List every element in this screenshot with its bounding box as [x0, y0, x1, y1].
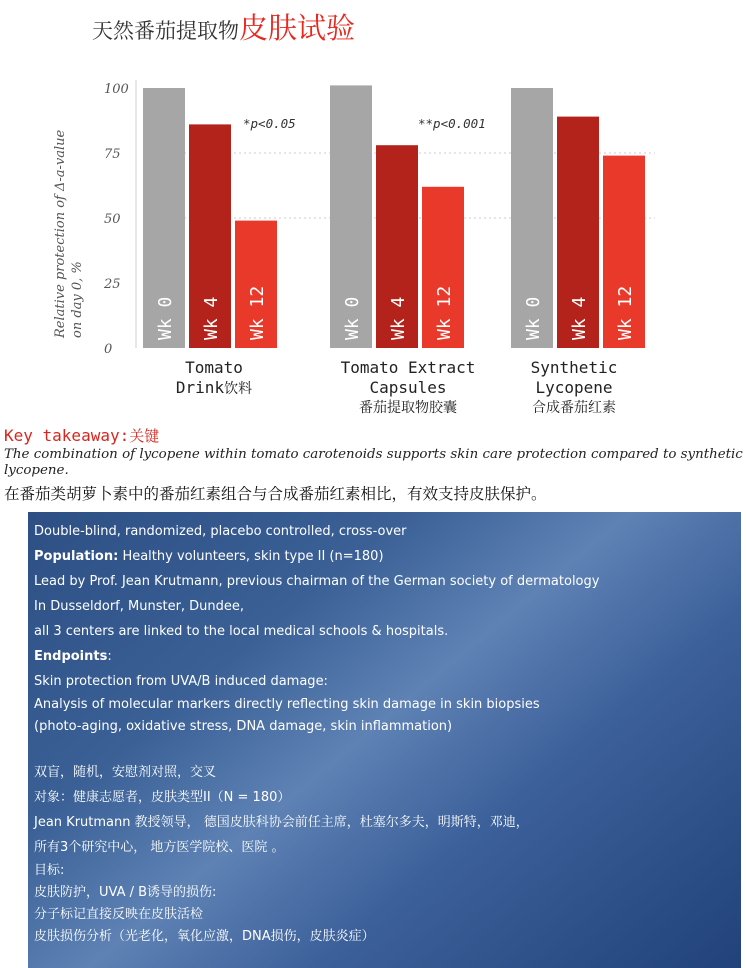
study-centers: all 3 centers are linked to the local medical schools & hospitals.: [34, 624, 449, 639]
bar-label: Wk 12: [615, 285, 636, 340]
study-locations: In Dusseldorf, Munster, Dundee,: [34, 599, 245, 614]
study-protection: Skin protection from UVA/B induced damage:: [34, 674, 328, 689]
category-3-zh: 合成番茄红素: [532, 400, 616, 416]
y-tick-label: 25: [104, 277, 121, 292]
bar-label: Wk 12: [434, 285, 455, 340]
title-part-1: 天然番茄提取物: [92, 19, 239, 43]
spacer: [34, 738, 741, 760]
bar-label: Wk 0: [523, 296, 544, 340]
bar-label: Wk 0: [342, 296, 363, 340]
study-markers-zh: 分子标记直接反映在皮肤活检: [34, 907, 204, 922]
significance-annotation: *p<0.05: [243, 116, 296, 131]
study-design: Double-blind, randomized, placebo controlled, cross-over: [34, 524, 407, 539]
category-2-zh: 番茄提取物胶囊: [359, 400, 457, 416]
y-axis-label-line-2: on day 0, %: [70, 261, 85, 338]
y-tick-label: 0: [104, 342, 113, 357]
study-endpoints: Endpoints:: [34, 649, 112, 664]
category-2-line-1: Tomato Extract: [340, 358, 476, 377]
bar-label: Wk 4: [201, 296, 222, 340]
population-text: Healthy volunteers, skin type II (n=180): [118, 549, 384, 564]
study-protection-zh: 皮肤防护，UVA / B诱导的损伤:: [34, 885, 217, 900]
study-population-zh: 对象：健康志愿者，皮肤类型II（N = 180）: [34, 790, 291, 805]
y-tick-label: 100: [104, 82, 129, 97]
study-lead: Lead by Prof. Jean Krutmann, previous chairman of the German society of dermatology: [34, 574, 600, 589]
title-part-2: 皮肤试验: [239, 11, 356, 45]
category-1-line-2: Drink: [175, 378, 225, 397]
bar-label: Wk 4: [569, 296, 590, 340]
bar-label: Wk 0: [155, 296, 176, 340]
category-label-tomato-drink: [104, 358, 324, 399]
category-label-synthetic-lycopene: [464, 358, 684, 418]
study-lead-zh: Jean Krutmann 教授领导， 德国皮肤科协会前任主席，杜塞尔多夫，明斯特，邓迪，: [34, 815, 529, 830]
study-endpoints-zh: 目标:: [34, 863, 65, 878]
y-tick-label: 75: [104, 147, 121, 162]
takeaway-heading-zh: 关键: [129, 427, 160, 445]
category-2-line-2: Capsules: [369, 378, 447, 397]
category-1-line-1: Tomato: [185, 358, 243, 377]
study-markers: (photo-aging, oxidative stress, DNA damage, skin inflammation): [34, 719, 453, 734]
takeaway-text-zh: 在番茄类胡萝卜素中的番茄红素组合与合成番茄红素相比，有效支持皮肤保护。: [4, 485, 547, 503]
bar-label: Wk 12: [247, 285, 268, 340]
page-title: [92, 6, 355, 47]
study-centers-zh: 所有3个研究中心， 地方医学院校、医院 。: [34, 840, 285, 855]
takeaway-text-en: The combination of lycopene within tomato carotenoids supports skin care protection compared to synthetic lycopene.: [4, 447, 743, 478]
y-tick-label: 50: [104, 212, 121, 227]
takeaway-heading: Key takeaway:: [4, 426, 130, 445]
bar-label: Wk 4: [388, 296, 409, 340]
key-takeaway: [4, 425, 744, 504]
category-3-line-1: Synthetic: [530, 358, 618, 377]
endpoints-label: Endpoints: [34, 649, 108, 664]
study-population: [34, 544, 741, 569]
study-design-zh: 双盲，随机，安慰剂对照，交叉: [34, 765, 217, 780]
y-axis-label-line-1: Relative protection of Δ-a-value: [53, 129, 68, 338]
population-label: Population:: [34, 549, 119, 564]
y-axis-label: [52, 130, 86, 338]
study-analysis: Analysis of molecular markers directly reflecting skin damage in skin biopsies: [34, 697, 540, 712]
study-details-panel: [28, 512, 741, 968]
category-3-line-2: Lycopene: [535, 378, 613, 397]
bar-chart: [0, 55, 747, 360]
significance-annotation: **p<0.001: [418, 116, 486, 131]
study-analysis-zh: 皮肤损伤分析（光老化，氧化应激，DNA损伤，皮肤炎症）: [34, 929, 375, 944]
category-1-zh: 饮料: [224, 381, 253, 397]
